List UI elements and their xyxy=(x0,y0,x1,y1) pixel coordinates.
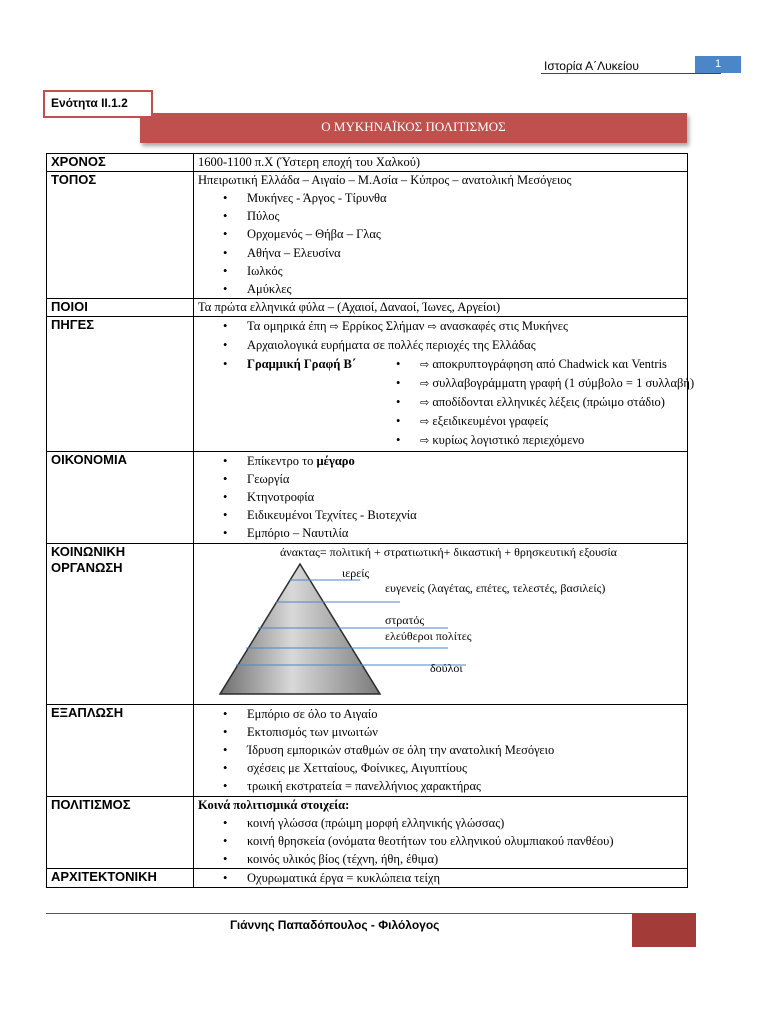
oikonomia-item1-a: Επίκεντρο το xyxy=(247,453,314,468)
list-item: • Ίδρυση εμπορικών σταθμών σε όλη την ανατολική Μεσόγειο xyxy=(198,741,683,759)
sub-item-text: κυρίως λογιστικό περιεχόμενο xyxy=(432,433,585,448)
row-architektoniki xyxy=(47,869,688,888)
pyramid-level-label: ιερείς xyxy=(342,565,370,580)
sub-item xyxy=(371,393,694,412)
list-item xyxy=(198,452,683,470)
pyramid-level-label: στρατός xyxy=(385,612,425,627)
row-label: ΟΙΚΟΝΟΜΙΑ xyxy=(47,451,194,543)
row-label-line2: ΟΡΓΑΝΩΣΗ xyxy=(51,559,123,575)
row-label: ΠΟΙΟΙ xyxy=(47,299,194,317)
list-item: • κοινή θρησκεία (ονόματα θεοτήτων του ελληνικού ολυμπιακού πανθέου) xyxy=(198,832,683,850)
banner-title: Ο ΜΥΚΗΝΑΪΚΟΣ ΠΟΛΙΤΙΣΜΟΣ xyxy=(321,119,506,134)
exaplosi-list xyxy=(198,705,683,796)
list-item: • Αρχαιολογικά ευρήματα σε πολλές περιοχές της Ελλάδας xyxy=(198,336,683,354)
sub-item-text: αποκρυπτογράφηση από Chadwick και Ventris xyxy=(432,356,667,371)
list-item: • Ορχομενός – Θήβα – Γλας xyxy=(198,225,683,243)
list-item: • τρωική εκστρατεία = πανελλήνιος χαρακτήρας xyxy=(198,777,683,795)
architektoniki-list xyxy=(198,869,683,887)
row-piges xyxy=(47,317,688,451)
row-poioi xyxy=(47,299,688,317)
pyramid-level-label: ευγενείς (λαγέτας, επέτες, τελεστές, βασιλείς) xyxy=(385,580,606,595)
unit-label: Ενότητα ΙΙ.1.2 xyxy=(43,90,153,118)
row-content xyxy=(194,869,688,888)
row-content xyxy=(194,451,688,543)
row-oikonomia xyxy=(47,451,688,543)
linear-b-sublist xyxy=(371,355,694,451)
footer-accent-box xyxy=(632,913,696,947)
sub-item xyxy=(371,412,694,431)
list-item: • Αμύκλες xyxy=(198,280,683,298)
list-item: • κοινός υλικός βίος (τέχνη, ήθη, έθιμα) xyxy=(198,850,683,868)
row-label: ΤΟΠΟΣ xyxy=(47,172,194,299)
list-item: • Αθήνα – Ελευσίνα xyxy=(198,244,683,262)
row-content xyxy=(194,704,688,796)
pyramid-shape xyxy=(220,564,380,694)
sub-item xyxy=(371,355,694,374)
row-exaplosi xyxy=(47,704,688,796)
row-content xyxy=(194,543,688,704)
row-content xyxy=(194,796,688,869)
arrow-icon: ⇨ xyxy=(420,415,430,429)
sub-item xyxy=(371,374,694,393)
topos-list xyxy=(198,189,683,298)
row-label: ΠΗΓΕΣ xyxy=(47,317,194,451)
sub-item-text: εξειδικευμένοι γραφείς xyxy=(432,414,549,429)
piges-item1-a: Τα ομηρικά έπη xyxy=(247,319,327,334)
piges-list xyxy=(198,317,695,450)
list-item: • Γεωργία xyxy=(198,470,683,488)
content-table xyxy=(46,153,695,888)
row-koinoniki xyxy=(47,543,688,704)
row-label: ΧΡΟΝΟΣ xyxy=(47,154,194,172)
list-item: • Εμπόριο σε όλο το Αιγαίο xyxy=(198,705,683,723)
footer-author: Γιάννης Παπαδόπουλος - Φιλόλογος xyxy=(230,918,440,932)
header-underline xyxy=(541,73,721,74)
row-xronos xyxy=(47,154,688,172)
list-item: • Ιωλκός xyxy=(198,262,683,280)
row-label: ΠΟΛΙΤΙΣΜΟΣ xyxy=(47,796,194,869)
row-content xyxy=(194,172,688,299)
sub-item-text: αποδίδονται ελληνικές λέξεις (πρώιμο στάδιο) xyxy=(432,395,665,410)
row-label: ΕΞΑΠΛΩΣΗ xyxy=(47,704,194,796)
row-content xyxy=(194,154,688,172)
page-number-badge: 1 xyxy=(695,56,741,73)
arrow-icon: ⇨ xyxy=(427,320,437,334)
poioi-text: Τα πρώτα ελληνικά φύλα – (Αχαιοί, Δαναοί, Ίωνες, Αργείοι) xyxy=(198,300,501,315)
sub-item-text: συλλαβογράμματη γραφή (1 σύμβολο = 1 συλλαβή) xyxy=(432,375,695,390)
header-title: Ιστορία Α΄Λυκείου xyxy=(544,59,639,73)
sub-item xyxy=(371,431,694,450)
list-item xyxy=(198,355,695,451)
row-content xyxy=(194,317,695,451)
row-content xyxy=(194,299,688,317)
piges-linear-b: • Γραμμική Γραφή Β΄ xyxy=(247,356,356,371)
title-banner xyxy=(140,113,687,143)
list-item: • κοινή γλώσσα (πρώιμη μορφή ελληνικής γλώσσας) xyxy=(198,814,683,832)
row-label-line1: ΚΟΙΝΩΝΙΚΗ xyxy=(51,543,126,559)
list-item: • Ειδικευμένοι Τεχνίτες - Βιοτεχνία xyxy=(198,506,683,524)
row-label xyxy=(47,543,194,704)
politismos-list xyxy=(198,814,683,869)
piges-item1-c: ανασκαφές στις Μυκήνες xyxy=(439,319,568,334)
arrow-icon: ⇨ xyxy=(420,376,430,390)
list-item: • Μυκήνες - Άργος - Τίρυνθα xyxy=(198,189,683,207)
politismos-heading: Κοινά πολιτισμικά στοιχεία: xyxy=(198,797,350,812)
oikonomia-list xyxy=(198,452,683,543)
social-pyramid-area xyxy=(198,544,683,704)
list-item xyxy=(198,317,683,336)
arrow-icon: ⇨ xyxy=(420,357,430,371)
list-item: • Κτηνοτροφία xyxy=(198,488,683,506)
pyramid-top-text: άνακτας= πολιτική + στρατιωτική+ δικαστική + θρησκευτική εξουσία xyxy=(280,544,617,559)
list-item: • Εμπόριο – Ναυτιλία xyxy=(198,524,683,542)
row-politismos xyxy=(47,796,688,869)
pyramid-level-label: ελεύθεροι πολίτες xyxy=(385,628,472,643)
row-topos xyxy=(47,172,688,299)
list-item: • Εκτοπισμός των μινωιτών xyxy=(198,723,683,741)
arrow-icon: ⇨ xyxy=(420,434,430,448)
row-label: ΑΡΧΙΤΕΚΤΟΝΙΚΗ xyxy=(47,869,194,888)
list-item: • σχέσεις με Χετταίους, Φοίνικες, Αιγυπτίους xyxy=(198,759,683,777)
xronos-text: 1600-1100 π.Χ (Ύστερη εποχή του Χαλκού) xyxy=(198,155,421,169)
topos-text: Ηπειρωτική Ελλάδα – Αιγαίο – Μ.Ασία – Κύπρος – ανατολική Μεσόγειος xyxy=(198,173,572,187)
piges-item1-b: Ερρίκος Σλήμαν xyxy=(341,319,425,334)
pyramid-level-label: δούλοι xyxy=(430,660,463,675)
footer-rule xyxy=(46,913,696,914)
list-item: • Οχυρωματικά έργα = κυκλώπεια τείχη xyxy=(198,869,683,887)
list-item: • Πύλος xyxy=(198,207,683,225)
oikonomia-megaro: μέγαρο xyxy=(316,453,355,468)
arrow-icon: ⇨ xyxy=(420,396,430,410)
arrow-icon: ⇨ xyxy=(329,320,339,334)
